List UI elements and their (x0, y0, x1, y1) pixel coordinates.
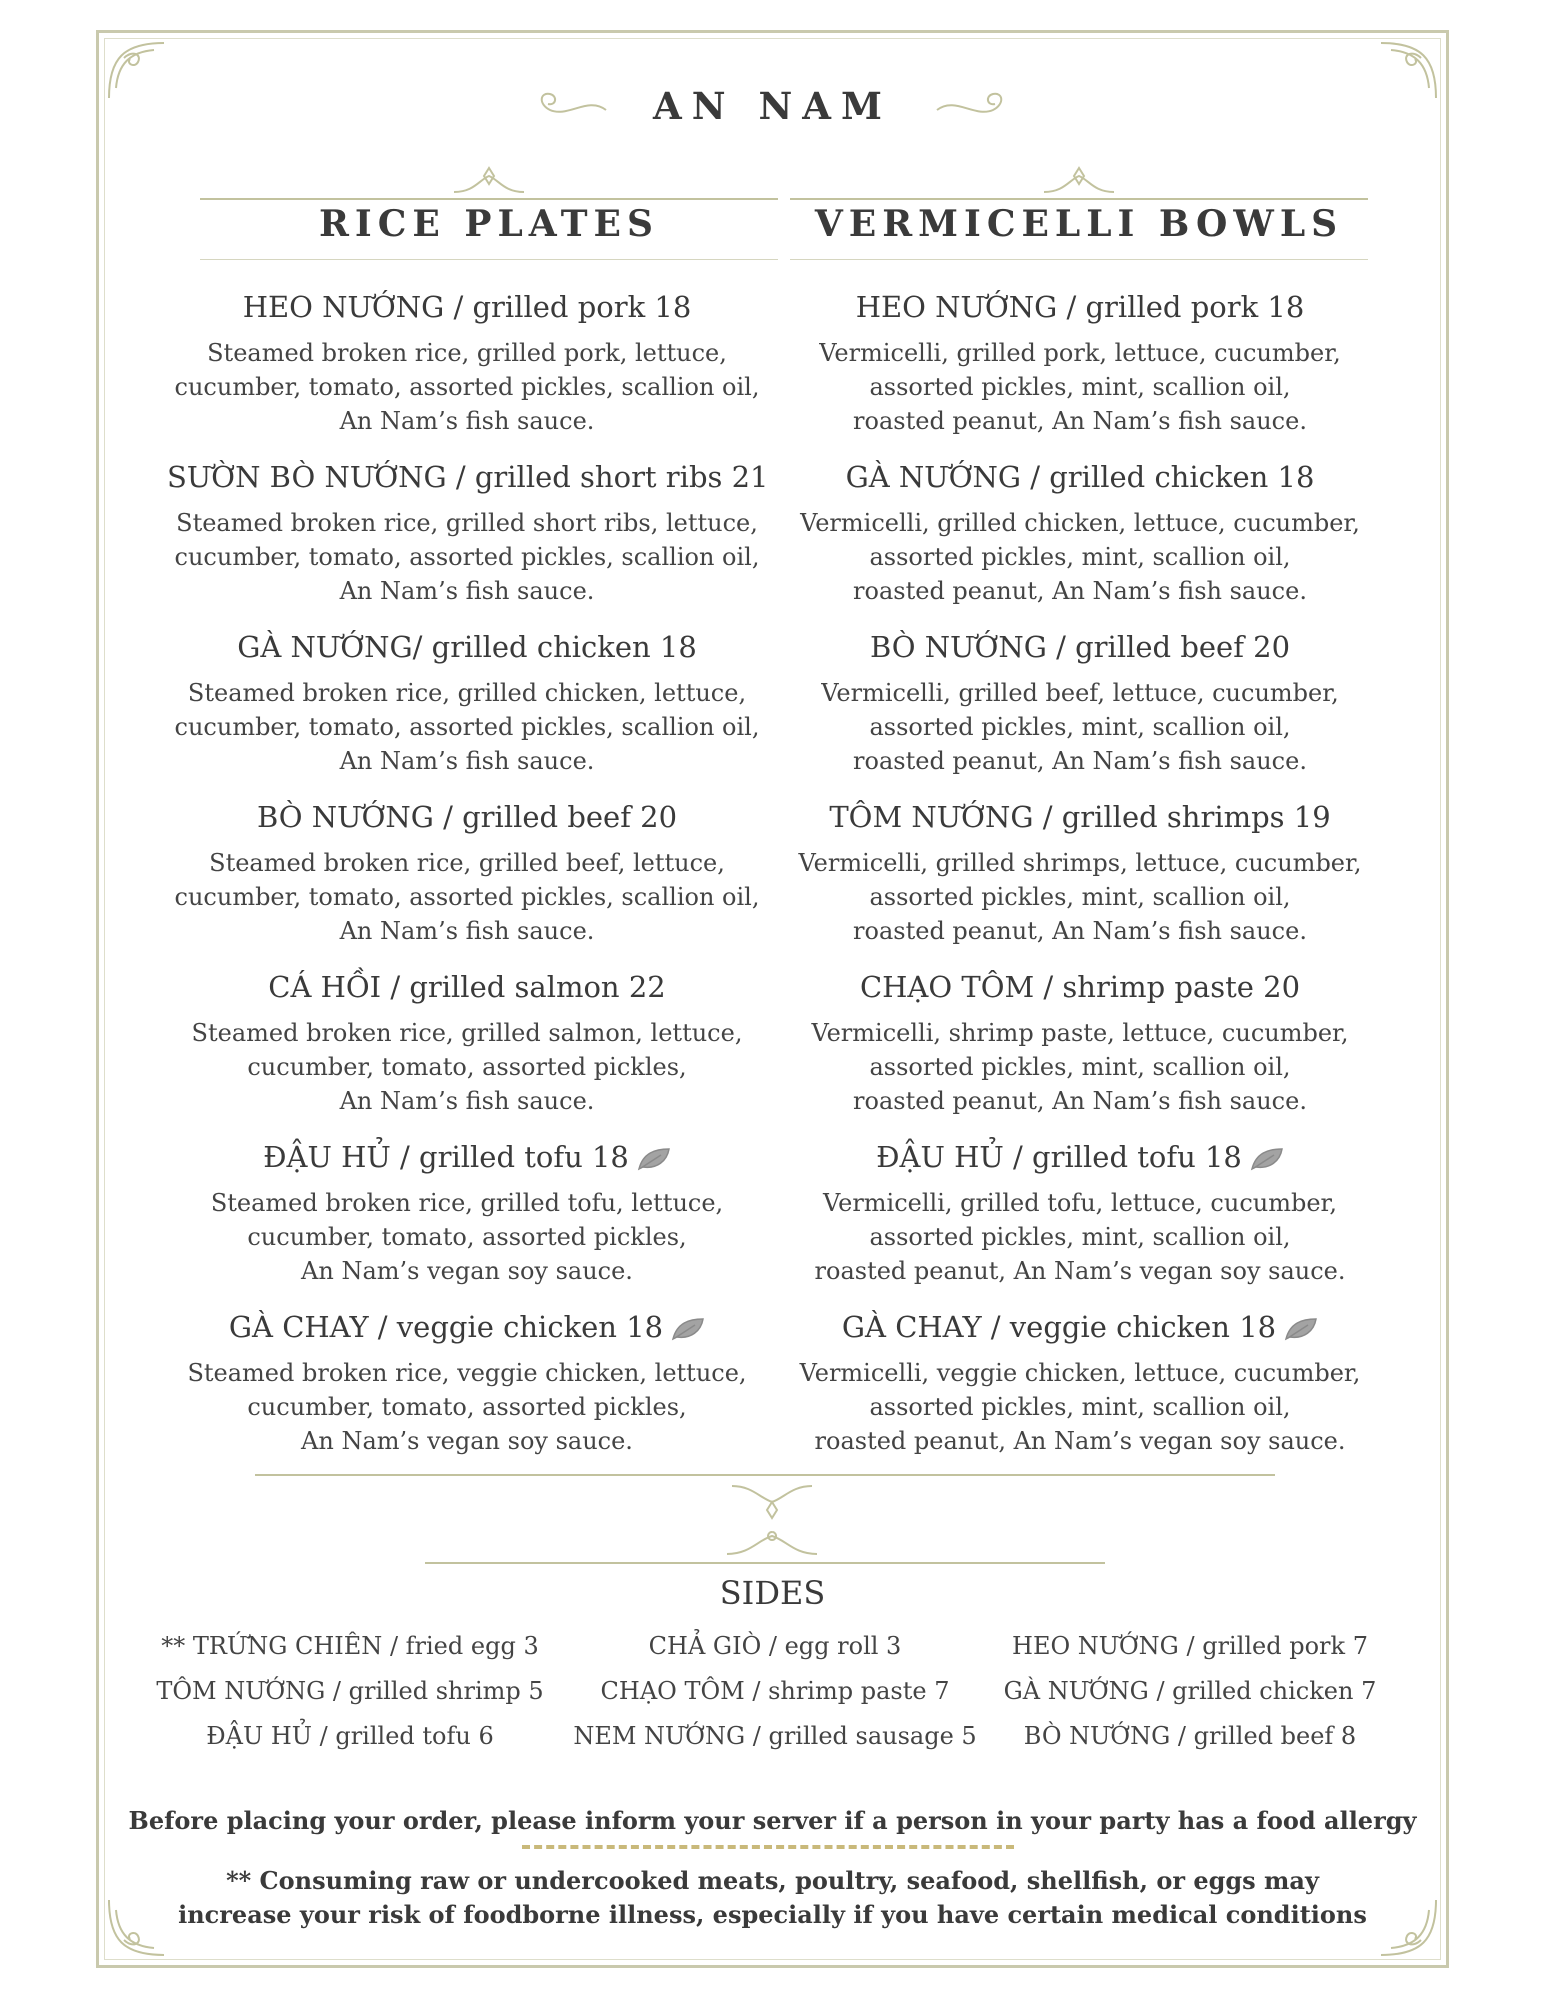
item-title-row (780, 1308, 1380, 1356)
item-description: Steamed broken rice, grilled chicken, lettuce, cucumber, tomato, assorted pickles, scallion oil, An Nam’s fish sauce. (174, 679, 760, 775)
item-title: CHẠO TÔM / shrimp paste 20 (859, 970, 1301, 1004)
rice-plates-heading: RICE PLATES (319, 203, 659, 245)
menu-item (167, 1138, 767, 1308)
item-title: GÀ CHAY / veggie chicken 18 (228, 1310, 664, 1344)
side-item: TÔM NƯỚNG / grilled shrimp 5 (156, 1677, 544, 1705)
sides-ornament (722, 1528, 822, 1558)
side-item: ** TRỨNG CHIÊN / fried egg 3 (161, 1632, 539, 1660)
leaf-icon (1250, 1147, 1284, 1171)
side-item: ĐẬU HỦ / grilled tofu 6 (206, 1722, 494, 1750)
leaf-icon (671, 1317, 705, 1341)
menu-item (780, 1308, 1380, 1478)
item-title: CÁ HỒI / grilled salmon 22 (268, 970, 666, 1004)
item-title-row (167, 1308, 767, 1356)
vermicelli-bowls-list (780, 288, 1380, 1478)
menu-item (780, 1138, 1380, 1308)
sides-column-2 (565, 1624, 985, 1759)
menu-item (780, 288, 1380, 458)
item-title: BÒ NƯỚNG / grilled beef 20 (256, 800, 678, 834)
side-item: CHẠO TÔM / shrimp paste 7 (600, 1677, 950, 1705)
item-description: Steamed broken rice, grilled salmon, lettuce, cucumber, tomato, assorted pickles, An Nam’s fish sauce. (191, 1019, 743, 1115)
item-description: Vermicelli, grilled chicken, lettuce, cucumber, assorted pickles, mint, scallion oil, roasted peanut, An Nam’s fish sauce. (800, 509, 1360, 605)
item-description: Vermicelli, veggie chicken, lettuce, cucumber, assorted pickles, mint, scallion oil, roasted peanut, An Nam’s vegan soy sauce. (799, 1359, 1361, 1455)
item-description: Steamed broken rice, grilled beef, lettuce, cucumber, tomato, assorted pickles, scallion oil, An Nam’s fish sauce. (174, 849, 760, 945)
item-description: Steamed broken rice, veggie chicken, lettuce, cucumber, tomato, assorted pickles, An Nam’s vegan soy sauce. (187, 1359, 747, 1455)
item-title: GÀ CHAY / veggie chicken 18 (841, 1310, 1277, 1344)
rice-header-top-rule (200, 198, 778, 200)
item-description: Vermicelli, grilled shrimps, lettuce, cucumber, assorted pickles, mint, scallion oil, roasted peanut, An Nam’s fish sauce. (798, 849, 1362, 945)
rice-plates-list (167, 288, 767, 1478)
side-item: HEO NƯỚNG / grilled pork 7 (1012, 1632, 1368, 1660)
menu-item (780, 628, 1380, 798)
item-title: GÀ NƯỚNG/ grilled chicken 18 (237, 630, 697, 664)
item-title-row (780, 1138, 1380, 1186)
item-description: Vermicelli, grilled beef, lettuce, cucumber, assorted pickles, mint, scallion oil, roasted peanut, An Nam’s fish sauce. (821, 679, 1339, 775)
side-item: CHẢ GIÒ / egg roll 3 (648, 1632, 902, 1660)
menu-item (167, 288, 767, 458)
item-title: HEO NƯỚNG / grilled pork 18 (242, 290, 692, 324)
mains-divider-rule (255, 1474, 1275, 1476)
leaf-icon (637, 1147, 671, 1171)
item-title: ĐẬU HỦ / grilled tofu 18 (876, 1140, 1242, 1174)
side-item: GÀ NƯỚNG / grilled chicken 7 (1003, 1677, 1377, 1705)
menu-item (167, 1308, 767, 1478)
item-title: GÀ NƯỚNG / grilled chicken 18 (845, 460, 1315, 494)
rice-header-bottom-rule (200, 259, 778, 260)
item-description: Vermicelli, grilled tofu, lettuce, cucumber, assorted pickles, mint, scallion oil, roasted peanut, An Nam’s vegan soy sauce. (814, 1189, 1346, 1285)
menu-item (167, 628, 767, 798)
item-description: Steamed broken rice, grilled pork, lettuce, cucumber, tomato, assorted pickles, scallion oil, An Nam’s fish sauce. (174, 339, 760, 435)
sides-heading: SIDES (719, 1574, 826, 1612)
vermicelli-header-bottom-rule (790, 259, 1368, 260)
title-flourish-right (935, 88, 1015, 128)
consumption-warning-line-1: ** Consuming raw or undercooked meats, poultry, seafood, shellfish, or eggs may (226, 1866, 1319, 1895)
leaf-icon (1284, 1317, 1318, 1341)
consumption-warning-line-2: increase your risk of foodborne illness, especially if you have certain medical conditions (178, 1900, 1367, 1929)
menu-item (167, 798, 767, 968)
restaurant-name: AN NAM (653, 84, 892, 128)
allergy-notice: Before placing your order, please inform your server if a person in your party has a food allergy (128, 1806, 1417, 1835)
rice-header-ornament (449, 166, 529, 196)
item-title: TÔM NƯỚNG / grilled shrimps 19 (829, 800, 1331, 834)
notice-divider (522, 1845, 1014, 1849)
menu-item (780, 798, 1380, 968)
item-description: Steamed broken rice, grilled short ribs, lettuce, cucumber, tomato, assorted pickles, scallion oil, An Nam’s fish sauce. (174, 509, 760, 605)
menu-item (780, 458, 1380, 628)
item-title: HEO NƯỚNG / grilled pork 18 (855, 290, 1305, 324)
sides-column-3 (980, 1624, 1400, 1759)
vermicelli-bowls-heading: VERMICELLI BOWLS (814, 203, 1344, 245)
item-title: ĐẬU HỦ / grilled tofu 18 (263, 1140, 629, 1174)
item-title: BÒ NƯỚNG / grilled beef 20 (869, 630, 1291, 664)
side-item: NEM NƯỚNG / grilled sausage 5 (573, 1722, 977, 1750)
menu-item (780, 968, 1380, 1138)
item-description: Steamed broken rice, grilled tofu, lettuce, cucumber, tomato, assorted pickles, An Nam’s vegan soy sauce. (210, 1189, 724, 1285)
sides-column-1 (140, 1624, 560, 1759)
item-description: Vermicelli, grilled pork, lettuce, cucumber, assorted pickles, mint, scallion oil, roasted peanut, An Nam’s fish sauce. (819, 339, 1341, 435)
item-title-row (167, 1138, 767, 1186)
vermicelli-header-ornament (1039, 166, 1119, 196)
menu-item (167, 968, 767, 1138)
side-item: BÒ NƯỚNG / grilled beef 8 (1023, 1722, 1357, 1750)
vermicelli-header-top-rule (790, 198, 1368, 200)
menu-item (167, 458, 767, 628)
sides-top-rule (425, 1562, 1105, 1564)
item-description: Vermicelli, shrimp paste, lettuce, cucumber, assorted pickles, mint, scallion oil, roasted peanut, An Nam’s fish sauce. (811, 1019, 1349, 1115)
item-title: SƯỜN BÒ NƯỚNG / grilled short ribs 21 (167, 460, 769, 494)
divider-ornament (722, 1480, 822, 1520)
